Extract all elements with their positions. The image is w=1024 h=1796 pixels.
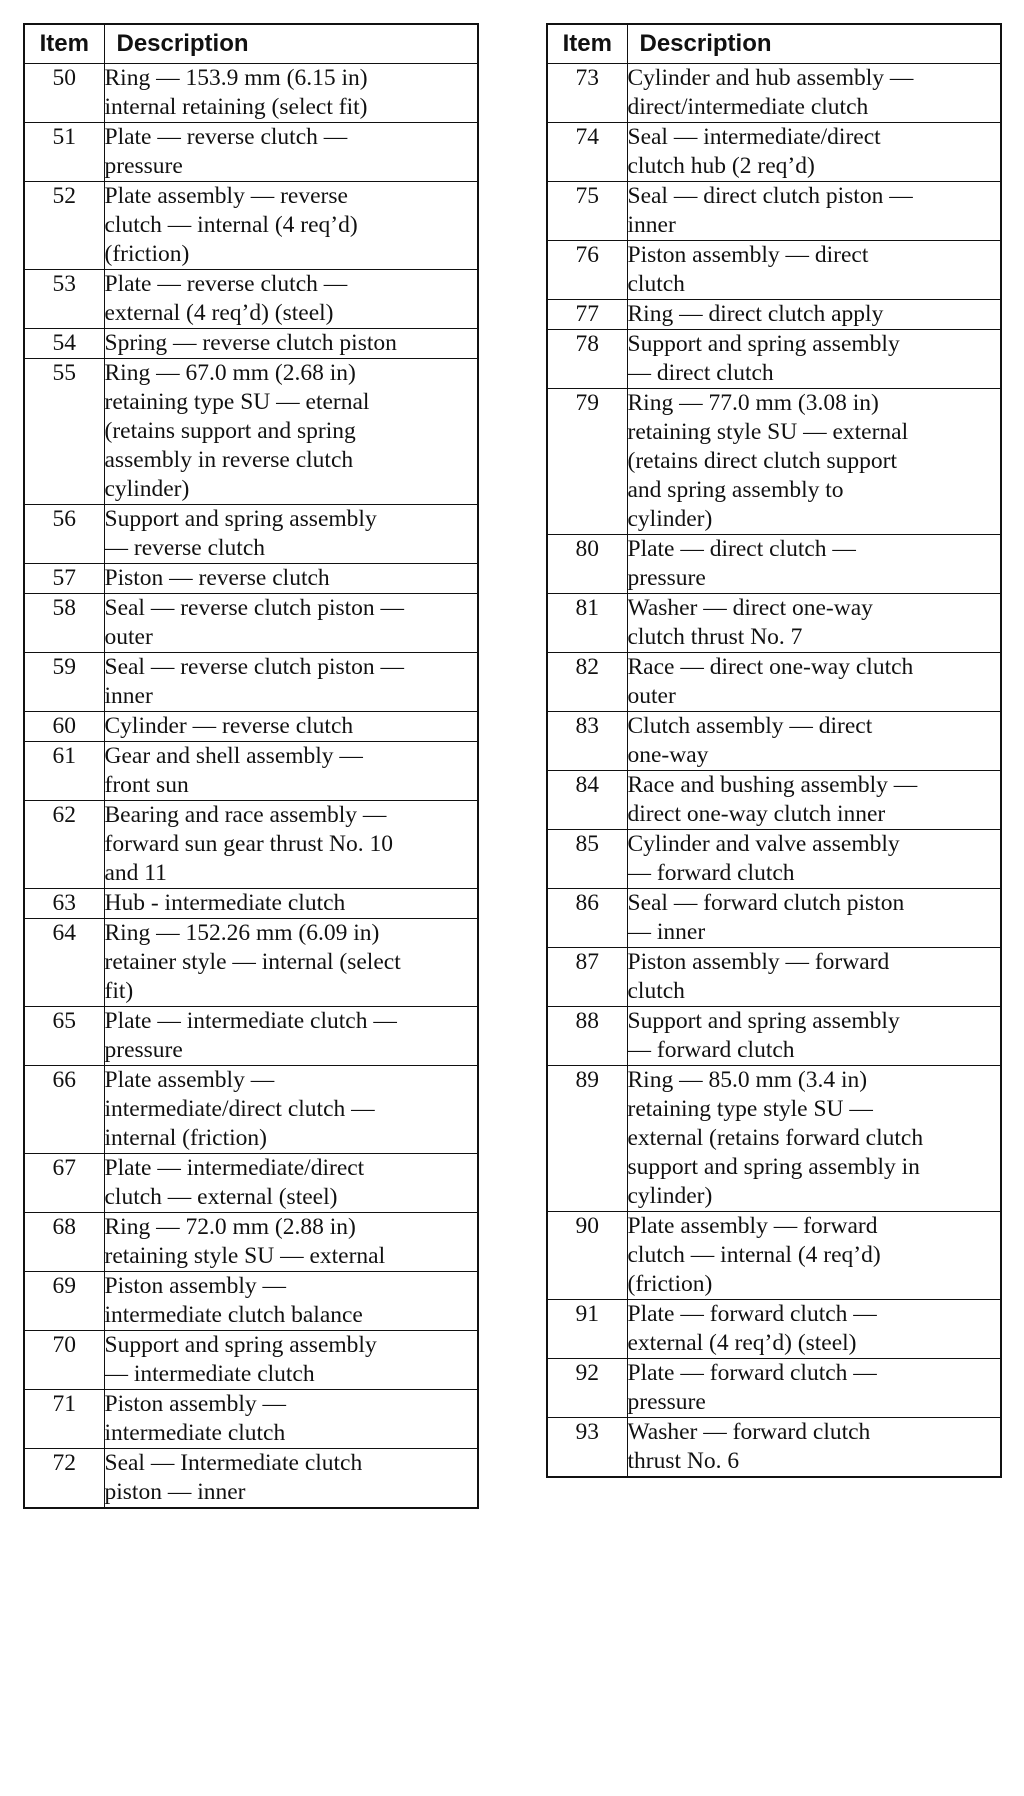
description-line: one-way: [627, 742, 709, 768]
item-number: 74: [547, 123, 627, 182]
table-row: [547, 241, 1001, 300]
description-line: — forward clutch: [627, 860, 795, 886]
item-number: 62: [24, 801, 104, 889]
description-line: — direct clutch: [627, 360, 774, 386]
table-row: [24, 64, 478, 123]
description-line: — reverse clutch: [104, 535, 266, 561]
description-line: Ring — 153.9 mm (6.15 in): [104, 65, 368, 91]
table-row: [547, 64, 1001, 123]
table-row: [24, 564, 478, 594]
description-line: Plate — reverse clutch —: [104, 271, 348, 297]
description-line: retainer style — internal (select: [104, 949, 401, 975]
item-number: 60: [24, 712, 104, 742]
item-description: [627, 330, 1001, 389]
table-row: [24, 1066, 478, 1154]
item-description: [627, 653, 1001, 712]
table-row: [24, 1272, 478, 1331]
description-line: retaining style SU — external: [627, 419, 909, 445]
item-description: [627, 1007, 1001, 1066]
item-description: [627, 300, 1001, 330]
item-description: [104, 1272, 478, 1331]
description-line: external (retains forward clutch: [627, 1125, 924, 1151]
description-line: piston — inner: [104, 1479, 246, 1505]
table-row: [24, 329, 478, 359]
item-number: 83: [547, 712, 627, 771]
item-description: [627, 182, 1001, 241]
description-line: assembly in reverse clutch: [104, 447, 354, 473]
description-line: intermediate clutch balance: [104, 1302, 363, 1328]
item-number: 89: [547, 1066, 627, 1212]
item-description: [104, 801, 478, 889]
item-number: 86: [547, 889, 627, 948]
item-number: 72: [24, 1449, 104, 1509]
description-line: Race — direct one-way clutch: [627, 654, 914, 680]
description-line: Seal — forward clutch piston: [627, 890, 905, 916]
table-row: [24, 1449, 478, 1509]
description-line: clutch — external (steel): [104, 1184, 338, 1210]
table-row: [24, 1154, 478, 1213]
description-line: pressure: [104, 153, 183, 179]
table-row: [24, 1213, 478, 1272]
item-description: [627, 389, 1001, 535]
item-description: [627, 64, 1001, 123]
item-number: 81: [547, 594, 627, 653]
description-line: direct/intermediate clutch: [627, 94, 869, 120]
description-line: (retains direct clutch support: [627, 448, 898, 474]
description-line: clutch — internal (4 req’d): [104, 212, 358, 238]
item-description: [104, 270, 478, 329]
description-line: retaining style SU — external: [104, 1243, 386, 1269]
description-line: Plate assembly — reverse: [104, 183, 348, 209]
description-line: thrust No. 6: [627, 1448, 740, 1474]
item-description: [104, 1390, 478, 1449]
description-line: Washer — forward clutch: [627, 1419, 871, 1445]
description-line: (friction): [104, 241, 190, 267]
item-number: 66: [24, 1066, 104, 1154]
table-row: [24, 801, 478, 889]
item-description: [627, 1212, 1001, 1300]
description-line: clutch — internal (4 req’d): [627, 1242, 881, 1268]
table-row: [24, 1331, 478, 1390]
description-line: Support and spring assembly: [104, 1332, 377, 1358]
description-line: Plate assembly — forward: [627, 1213, 878, 1239]
description-line: (friction): [627, 1271, 713, 1297]
item-description: [104, 123, 478, 182]
item-column-header: Item: [547, 24, 627, 64]
description-line: outer: [104, 624, 153, 650]
item-description: [627, 1418, 1001, 1478]
table-row: [547, 889, 1001, 948]
table-row: [547, 653, 1001, 712]
description-line: Cylinder and hub assembly —: [627, 65, 914, 91]
description-line: front sun: [104, 772, 189, 798]
item-description: [627, 1066, 1001, 1212]
description-line: pressure: [627, 565, 706, 591]
description-line: clutch hub (2 req’d): [627, 153, 815, 179]
description-line: Cylinder and valve assembly: [627, 831, 900, 857]
parts-table-right-body: [547, 64, 1001, 1478]
item-description: [627, 1359, 1001, 1418]
item-description: [104, 1331, 478, 1390]
item-description: [627, 594, 1001, 653]
description-line: Plate assembly —: [104, 1067, 275, 1093]
table-row: [24, 653, 478, 712]
item-number: 84: [547, 771, 627, 830]
table-row: [547, 300, 1001, 330]
description-line: Seal — Intermediate clutch: [104, 1450, 363, 1476]
item-number: 85: [547, 830, 627, 889]
description-line: Piston assembly — forward: [627, 949, 890, 975]
item-number: 92: [547, 1359, 627, 1418]
description-line: Piston assembly — direct: [627, 242, 869, 268]
table-row: [547, 771, 1001, 830]
description-line: Plate — reverse clutch —: [104, 124, 348, 150]
item-number: 53: [24, 270, 104, 329]
item-description: [104, 64, 478, 123]
description-line: Bearing and race assembly —: [104, 802, 387, 828]
description-line: and spring assembly to: [627, 477, 844, 503]
item-number: 59: [24, 653, 104, 712]
description-line: Seal — direct clutch piston —: [627, 183, 913, 209]
item-number: 90: [547, 1212, 627, 1300]
table-row: [547, 948, 1001, 1007]
description-line: Plate — direct clutch —: [627, 536, 856, 562]
item-number: 68: [24, 1213, 104, 1272]
table-row: [24, 594, 478, 653]
description-line: — forward clutch: [627, 1037, 795, 1063]
item-number: 78: [547, 330, 627, 389]
item-description: [104, 182, 478, 270]
description-line: retaining type SU — eternal: [104, 389, 370, 415]
table-row: [24, 889, 478, 919]
description-line: internal (friction): [104, 1125, 267, 1151]
item-number: 77: [547, 300, 627, 330]
item-description: [104, 712, 478, 742]
table-row: [547, 1418, 1001, 1478]
description-line: Piston assembly —: [104, 1391, 286, 1417]
item-description: [627, 948, 1001, 1007]
item-description: [104, 1066, 478, 1154]
item-number: 58: [24, 594, 104, 653]
item-description: [627, 771, 1001, 830]
description-line: clutch: [627, 271, 685, 297]
item-description: [627, 535, 1001, 594]
description-line: Ring — direct clutch apply: [627, 301, 884, 327]
item-number: 67: [24, 1154, 104, 1213]
item-description: [104, 329, 478, 359]
item-number: 57: [24, 564, 104, 594]
description-column-header: Description: [627, 24, 1001, 64]
description-line: cylinder): [627, 1183, 713, 1209]
description-line: Plate — forward clutch —: [627, 1360, 877, 1386]
description-line: Seal — reverse clutch piston —: [104, 595, 405, 621]
item-description: [627, 889, 1001, 948]
item-number: 80: [547, 535, 627, 594]
description-line: internal retaining (select fit): [104, 94, 368, 120]
item-description: [104, 359, 478, 505]
table-row: [547, 535, 1001, 594]
item-number: 63: [24, 889, 104, 919]
table-row: [547, 830, 1001, 889]
description-line: Seal — reverse clutch piston —: [104, 654, 405, 680]
table-row: [547, 1066, 1001, 1212]
description-line: Ring — 152.26 mm (6.09 in): [104, 920, 380, 946]
description-line: Plate — intermediate clutch —: [104, 1008, 397, 1034]
item-description: [104, 1213, 478, 1272]
item-number: 79: [547, 389, 627, 535]
description-line: Clutch assembly — direct: [627, 713, 873, 739]
description-line: Hub - intermediate clutch: [104, 890, 346, 916]
description-line: fit): [104, 978, 134, 1004]
description-line: retaining type style SU —: [627, 1096, 873, 1122]
item-description: [104, 594, 478, 653]
item-number: 69: [24, 1272, 104, 1331]
item-number: 61: [24, 742, 104, 801]
description-line: cylinder): [627, 506, 713, 532]
description-line: Plate — forward clutch —: [627, 1301, 877, 1327]
table-row: [24, 505, 478, 564]
item-description: [627, 830, 1001, 889]
parts-table-right: [546, 23, 1002, 1478]
header-row: [547, 24, 1001, 64]
table-row: [547, 182, 1001, 241]
description-line: Ring — 85.0 mm (3.4 in): [627, 1067, 868, 1093]
description-line: Seal — intermediate/direct: [627, 124, 881, 150]
description-line: (retains support and spring: [104, 418, 356, 444]
item-description: [104, 505, 478, 564]
item-number: 88: [547, 1007, 627, 1066]
item-number: 73: [547, 64, 627, 123]
description-line: — intermediate clutch: [104, 1361, 315, 1387]
description-line: and 11: [104, 860, 167, 886]
description-line: inner: [104, 683, 153, 709]
description-line: clutch thrust No. 7: [627, 624, 803, 650]
parts-table-left: [23, 23, 479, 1509]
item-number: 71: [24, 1390, 104, 1449]
item-description: [627, 123, 1001, 182]
item-column-header: Item: [24, 24, 104, 64]
description-line: pressure: [104, 1037, 183, 1063]
table-row: [24, 919, 478, 1007]
item-description: [627, 712, 1001, 771]
description-line: Piston assembly —: [104, 1273, 286, 1299]
item-number: 82: [547, 653, 627, 712]
description-line: Plate — intermediate/direct: [104, 1155, 365, 1181]
description-line: external (4 req’d) (steel): [627, 1330, 857, 1356]
item-description: [627, 1300, 1001, 1359]
description-line: Ring — 67.0 mm (2.68 in): [104, 360, 356, 386]
item-number: 91: [547, 1300, 627, 1359]
table-row: [24, 742, 478, 801]
description-line: external (4 req’d) (steel): [104, 300, 334, 326]
description-line: intermediate/direct clutch —: [104, 1096, 375, 1122]
item-description: [104, 653, 478, 712]
description-line: Cylinder — reverse clutch: [104, 713, 354, 739]
table-row: [547, 712, 1001, 771]
description-line: Gear and shell assembly —: [104, 743, 363, 769]
table-row: [24, 123, 478, 182]
description-line: clutch: [627, 978, 685, 1004]
description-line: Support and spring assembly: [104, 506, 377, 532]
item-number: 54: [24, 329, 104, 359]
table-row: [24, 359, 478, 505]
item-number: 76: [547, 241, 627, 300]
description-line: outer: [627, 683, 676, 709]
description-line: — inner: [627, 919, 706, 945]
item-number: 55: [24, 359, 104, 505]
description-line: intermediate clutch: [104, 1420, 286, 1446]
item-description: [104, 742, 478, 801]
item-description: [104, 1007, 478, 1066]
item-number: 65: [24, 1007, 104, 1066]
item-number: 52: [24, 182, 104, 270]
table-row: [547, 1359, 1001, 1418]
description-line: inner: [627, 212, 676, 238]
item-description: [104, 564, 478, 594]
description-line: cylinder): [104, 476, 190, 502]
description-column-header: Description: [104, 24, 478, 64]
table-row: [24, 270, 478, 329]
description-line: pressure: [627, 1389, 706, 1415]
description-line: Piston — reverse clutch: [104, 565, 330, 591]
table-row: [24, 1390, 478, 1449]
description-line: Race and bushing assembly —: [627, 772, 918, 798]
item-number: 51: [24, 123, 104, 182]
description-line: support and spring assembly in: [627, 1154, 920, 1180]
description-line: direct one-way clutch inner: [627, 801, 886, 827]
description-line: Ring — 77.0 mm (3.08 in): [627, 390, 879, 416]
table-row: [24, 712, 478, 742]
description-line: Ring — 72.0 mm (2.88 in): [104, 1214, 356, 1240]
table-row: [547, 389, 1001, 535]
table-row: [547, 594, 1001, 653]
item-number: 75: [547, 182, 627, 241]
description-line: Spring — reverse clutch piston: [104, 330, 397, 356]
item-number: 50: [24, 64, 104, 123]
item-number: 56: [24, 505, 104, 564]
item-number: 70: [24, 1331, 104, 1390]
item-number: 93: [547, 1418, 627, 1478]
table-row: [547, 330, 1001, 389]
description-line: forward sun gear thrust No. 10: [104, 831, 393, 857]
item-number: 64: [24, 919, 104, 1007]
item-number: 87: [547, 948, 627, 1007]
parts-table-left-body: [24, 64, 478, 1509]
table-row: [24, 1007, 478, 1066]
table-row: [547, 1300, 1001, 1359]
table-row: [547, 1007, 1001, 1066]
item-description: [627, 241, 1001, 300]
table-row: [547, 123, 1001, 182]
description-line: Support and spring assembly: [627, 331, 900, 357]
table-row: [547, 1212, 1001, 1300]
item-description: [104, 889, 478, 919]
item-description: [104, 1449, 478, 1509]
header-row: [24, 24, 478, 64]
item-description: [104, 1154, 478, 1213]
description-line: Support and spring assembly: [627, 1008, 900, 1034]
table-row: [24, 182, 478, 270]
item-description: [104, 919, 478, 1007]
description-line: Washer — direct one-way: [627, 595, 873, 621]
